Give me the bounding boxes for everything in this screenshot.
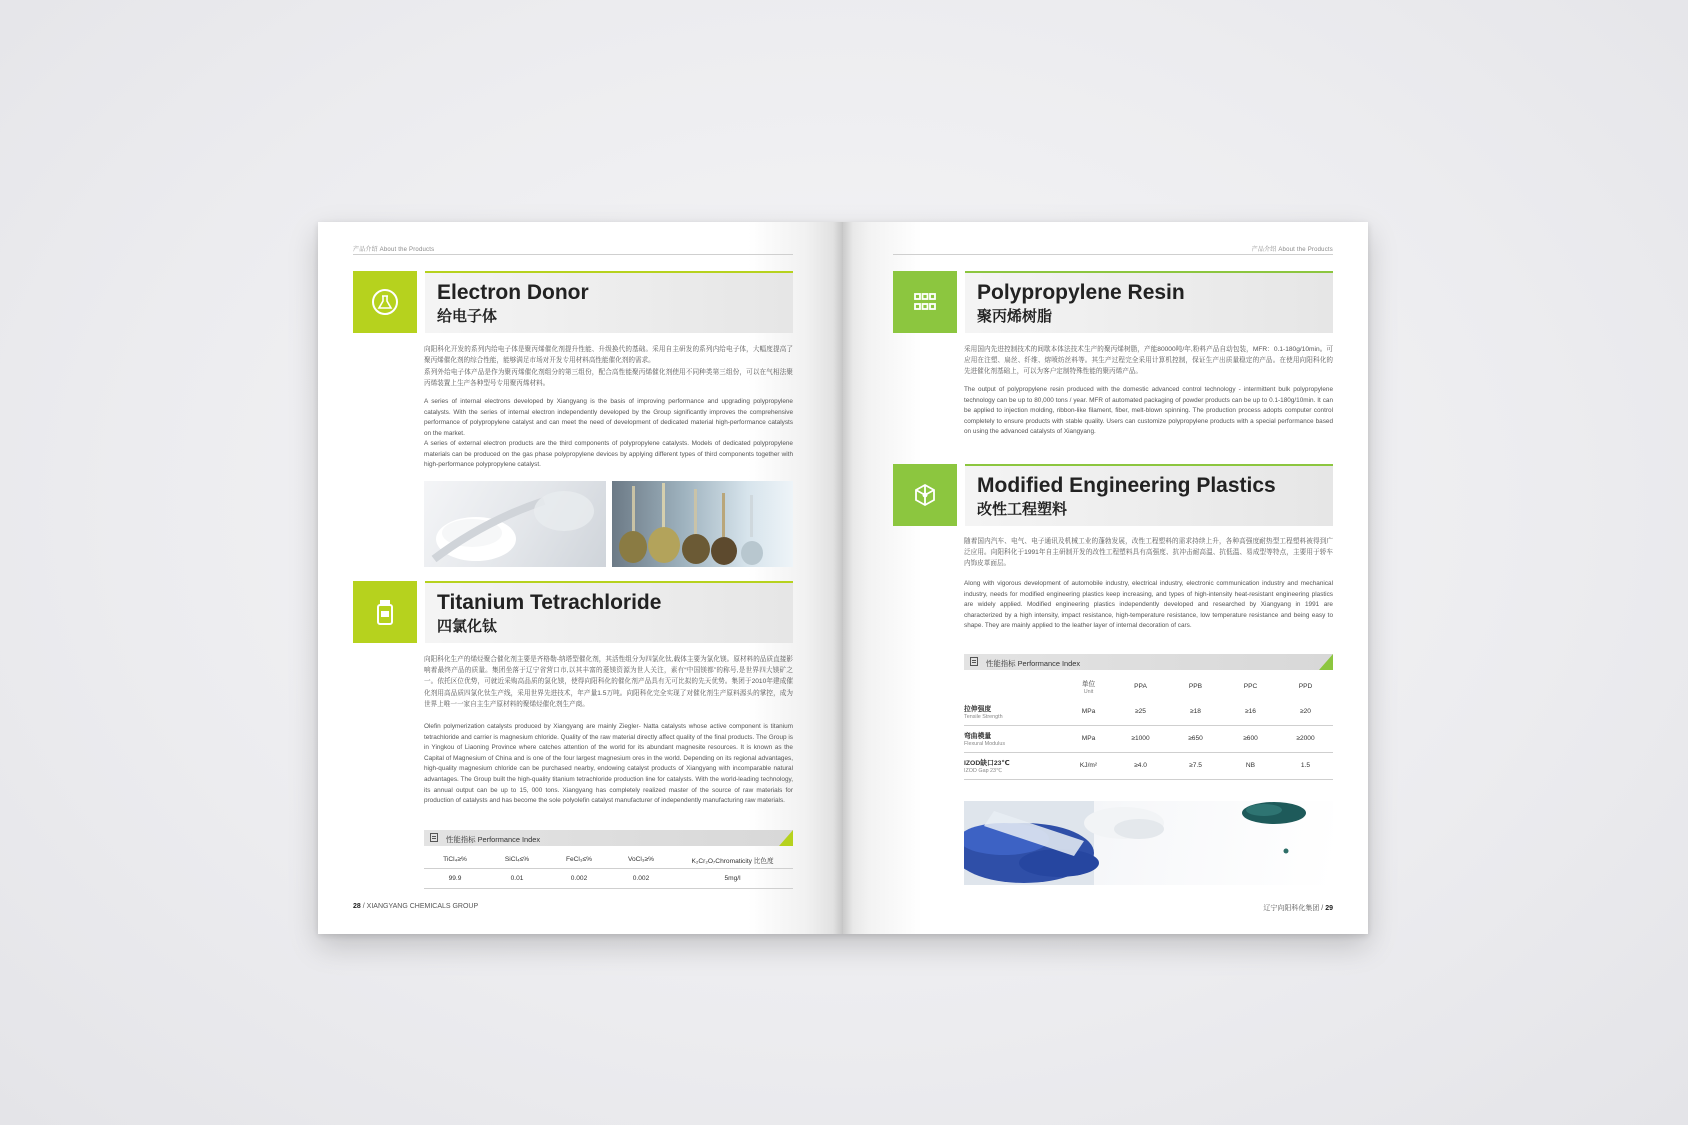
table-header: K₂Cr₂O₇Chromaticity 比色度	[691, 857, 774, 865]
unit-header-zh: 单位	[1081, 680, 1096, 688]
footer-publisher: XIANGYANG CHEMICALS GROUP	[366, 903, 479, 910]
page-number: 29	[1325, 905, 1333, 912]
section-header-modified-plastics	[893, 464, 1333, 526]
table-cell: ≥7.5	[1168, 752, 1223, 779]
electron-donor-text-zh-2: 系列外给电子体产品是作为聚丙烯催化剂组分的第三组份，配合高性能聚丙烯催化剂使用不同种类第三组份，可以在气相法聚丙烯装置上生产各种型号专用聚丙烯材料。	[424, 369, 793, 388]
row-label-en: IZOD Gap 23℃	[964, 768, 1003, 774]
running-head-rule	[353, 254, 793, 255]
flask-circle-icon	[353, 271, 417, 333]
table-header: VoCl₃≥%	[627, 856, 655, 864]
page-number: 28	[353, 903, 361, 910]
footer-separator: /	[362, 903, 365, 910]
bottle-icon	[353, 581, 417, 643]
section-title-en: Electron Donor	[437, 281, 589, 304]
table-header: TiCl₄≥%	[443, 856, 467, 864]
unit-header	[1064, 674, 1113, 698]
section-title-zh: 四氯化钛	[437, 618, 498, 635]
table-row	[424, 868, 793, 888]
performance-index-bar	[964, 654, 1333, 670]
table-row	[964, 698, 1333, 725]
electron-donor-text-en-1: A series of internal electrons developed by Xiangyang is the basis of improving performance and upgrading polypropylene catalysts. With the series of internal electron independently developed by the Group significantly improves the comprehensive performance of polypropylene catalyst and can meet the need of development of dedicated material high-performance catalysts on the market.	[424, 398, 793, 437]
page-footer-right	[1263, 903, 1333, 913]
polypropylene-text-en: The output of polypropylene resin produced with the domestic advanced control technology - intermittent bulk polypropylene technology can be up to 80,000 tons / year. MFR of automated packaging of powder products can be up to 0.1-180g/10min. It can be applied to injection molding, ribbon-like filament, fiber, melt-blown spinning. The production process adopts computer control completely to ensure products with stable quality. Users can customize polypropylene products with a special performance based on using the advanced catalysts of Xiangyang.	[964, 386, 1333, 436]
document-icon	[970, 657, 978, 666]
white-powder-photo	[424, 481, 606, 567]
titanium-text-en: Olefin polymerization catalysts produced by Xiangyang are mainly Ziegler- Natta catalysts whose active component is titanium tetrachloride and carrier is magnesium chloride. Quality of the raw material directly affect quality of the final products. The Group is in Yingkou of Liaoning Province where catches attention of the world for its abundant magnesite resources. It is known as the Capital of Magnesium of China and is one of the four largest magnesium ores in the world. Depending on its regional advantages, high-quality magnesium chloride can be purchased nearby, endowing catalyst products of Xiangyang with incomparable natural advantages. The Group built the high-quality titanium tetrachloride production line for catalysts. With the world-leading technology, its annual output can be up to 15, 000 tons. Xiangyang has completely realized master of the source of raw materials for production of catalysts and has become the sole polyolefin catalyst manufacturer of independently manufacturing raw materials.	[424, 723, 793, 805]
document-icon	[430, 833, 438, 842]
table-cell: ≥18	[1168, 698, 1223, 725]
section-title-en: Titanium Tetrachloride	[437, 591, 662, 614]
table-cell: 99.9	[448, 874, 462, 882]
titanium-index-table	[424, 852, 793, 889]
table-header: PPD	[1298, 682, 1313, 690]
page-footer-left	[353, 903, 478, 910]
plastic-pellets-photo	[964, 801, 1333, 885]
table-cell: ≥4.0	[1113, 752, 1168, 779]
row-label-en: Flexural Modulus	[964, 741, 1006, 747]
row-label	[964, 698, 1064, 725]
table-row	[964, 725, 1333, 752]
table-header: PPC	[1243, 682, 1258, 690]
table-cell: ≥2000	[1278, 725, 1333, 752]
section-header-electron-donor	[353, 271, 793, 333]
row-label	[964, 752, 1064, 779]
section-header-titanium	[353, 581, 793, 643]
performance-index-label: 性能指标 Performance Index	[446, 835, 541, 844]
section-title-zh: 聚丙烯树脂	[977, 308, 1053, 325]
table-cell: MPa	[1064, 698, 1113, 725]
row-label-zh: 拉伸强度	[964, 705, 992, 713]
running-head: 产品介绍 About the Products	[1251, 247, 1333, 253]
table-cell: 1.5	[1278, 752, 1333, 779]
footer-publisher: 辽宁向阳科化集团	[1263, 905, 1320, 912]
section-title-en: Polypropylene Resin	[977, 281, 1185, 304]
grid-icon	[893, 271, 957, 333]
right-page	[843, 222, 1368, 934]
row-label-zh: IZOD缺口23℃	[964, 760, 1010, 767]
unit-header-en: Unit	[1083, 688, 1094, 695]
corner-accent	[779, 830, 793, 846]
section-title-en: Modified Engineering Plastics	[977, 474, 1276, 497]
table-cell: ≥16	[1223, 698, 1278, 725]
table-cell: 0.002	[632, 874, 650, 882]
table-cell: ≥25	[1113, 698, 1168, 725]
row-label-en: Tensile Strength	[964, 713, 1003, 720]
electron-donor-text-zh-1: 向阳科化开发的系列内给电子体是聚丙烯催化剂提升性能、升级换代的基础。采用自主研发的系列内给电子体，大幅度提高了聚丙烯催化剂的综合性能，能够满足市场对开发专用材料高性能催化剂的需求。	[424, 346, 793, 365]
spine-shadow	[833, 222, 853, 934]
table-header-row	[964, 674, 1333, 698]
performance-index-bar	[424, 830, 793, 846]
table-header: PPA	[1134, 682, 1147, 690]
brochure-spread	[318, 222, 1368, 934]
table-cell: 0.002	[570, 874, 588, 882]
row-label	[964, 725, 1064, 752]
table-cell: 5mg/l	[724, 874, 741, 882]
row-label-zh: 弯曲模量	[964, 733, 992, 740]
electron-donor-text-en-2: A series of external electron products are the third components of polypropylene catalysts. Models of dedicated polypropylene materials can be produced on the gas phase polypropylene devices by applying different types of third components together with high-performance polypropylene catalyst.	[424, 440, 793, 469]
table-cell: MPa	[1064, 725, 1113, 752]
section-header-polypropylene	[893, 271, 1333, 333]
section-title-zh: 改性工程塑料	[977, 501, 1068, 518]
left-page	[318, 222, 843, 934]
lab-flasks-photo	[612, 481, 793, 567]
corner-accent	[1319, 654, 1333, 670]
running-head-rule	[893, 254, 1333, 255]
table-header: PPB	[1188, 682, 1203, 690]
table-cell: ≥20	[1278, 698, 1333, 725]
table-cell: ≥1000	[1113, 725, 1168, 752]
table-cell: 0.01	[510, 874, 524, 882]
footer-separator: /	[1321, 905, 1324, 912]
table-cell: KJ/m²	[1064, 752, 1113, 779]
table-row	[964, 752, 1333, 779]
performance-index-label: 性能指标 Performance Index	[986, 659, 1081, 668]
modified-plastics-text-zh: 随着国内汽车、电气、电子通讯及机械工业的蓬勃发展，改性工程塑料的需求持续上升，各种高强度耐热型工程塑料被得到广泛应用。向阳科化于1991年自主研制开发的改性工程塑料具有高强度、抗冲击耐高温、抗低温、易成型等特点，主要用于轿车内饰皮革面层。	[964, 538, 1333, 568]
modified-plastics-text-en: Along with vigorous development of automobile industry, electrical industry, electronic communication industry and mechanical industry, needs for modified engineering plastics keep increasing, and types of high-intensity heat-resistant engineering plastics are widely applied. Modified engineering plastics independently developed and researched by Xiangyang in 1991 are characterized by a high intensity, impact resistance, high-temperature resistance, low temperature resistance and being easy to shape. They are mainly applied to the leather layer of internal decoration of cars.	[964, 580, 1333, 630]
cube-network-icon	[893, 464, 957, 526]
table-header: FeCl₃≤%	[565, 856, 593, 864]
table-header-row	[424, 852, 793, 868]
polypropylene-text-zh: 采用国内先进控制技术的间歇本体法技术生产的聚丙烯树脂，产能80000吨/年,粉料产品自动包装，MFR：0.1-180g/10min。可应用在注塑、扁丝、纤维、熔喷纺丝料等。其生产过程完全采用计算机控制，保证生产出质量稳定的产品。在使用向阳科化的先进催化剂基础上，可以为客户定制特殊性能的聚丙烯产品。	[964, 346, 1333, 376]
section-title-zh: 给电子体	[437, 308, 498, 325]
table-cell: NB	[1223, 752, 1278, 779]
modified-plastics-index-table	[964, 674, 1333, 780]
titanium-text-zh: 向阳科化生产的烯烃聚合催化剂主要是齐格勒-纳塔型催化剂，其活性组分为四氯化钛,载体主要为氯化镁。原材料的品质直接影响着最终产品的质量。集团坐落于辽宁省营口市,以其丰富的菱镁资源为世人关注，素有“中国镁都”的称号,是世界四大镁矿之一。依托区位优势，可就近采购高品质的氯化镁，使得向阳科化的催化剂产品具有无可比拟的先天优势。集团于2010年建成催化剂用高品质四氯化钛生产线，采用世界先进技术，年产量1.5万吨。向阳科化完全实现了对催化剂生产原料源头的掌控，成为世界上唯一一家自主生产原材料的聚烯烃催化剂生产商。	[424, 656, 793, 708]
table-cell: ≥600	[1223, 725, 1278, 752]
table-cell: ≥650	[1168, 725, 1223, 752]
table-corner	[964, 674, 1064, 698]
running-head: 产品介绍 About the Products	[353, 247, 435, 253]
table-header: SiCl₄≤%	[504, 856, 530, 864]
